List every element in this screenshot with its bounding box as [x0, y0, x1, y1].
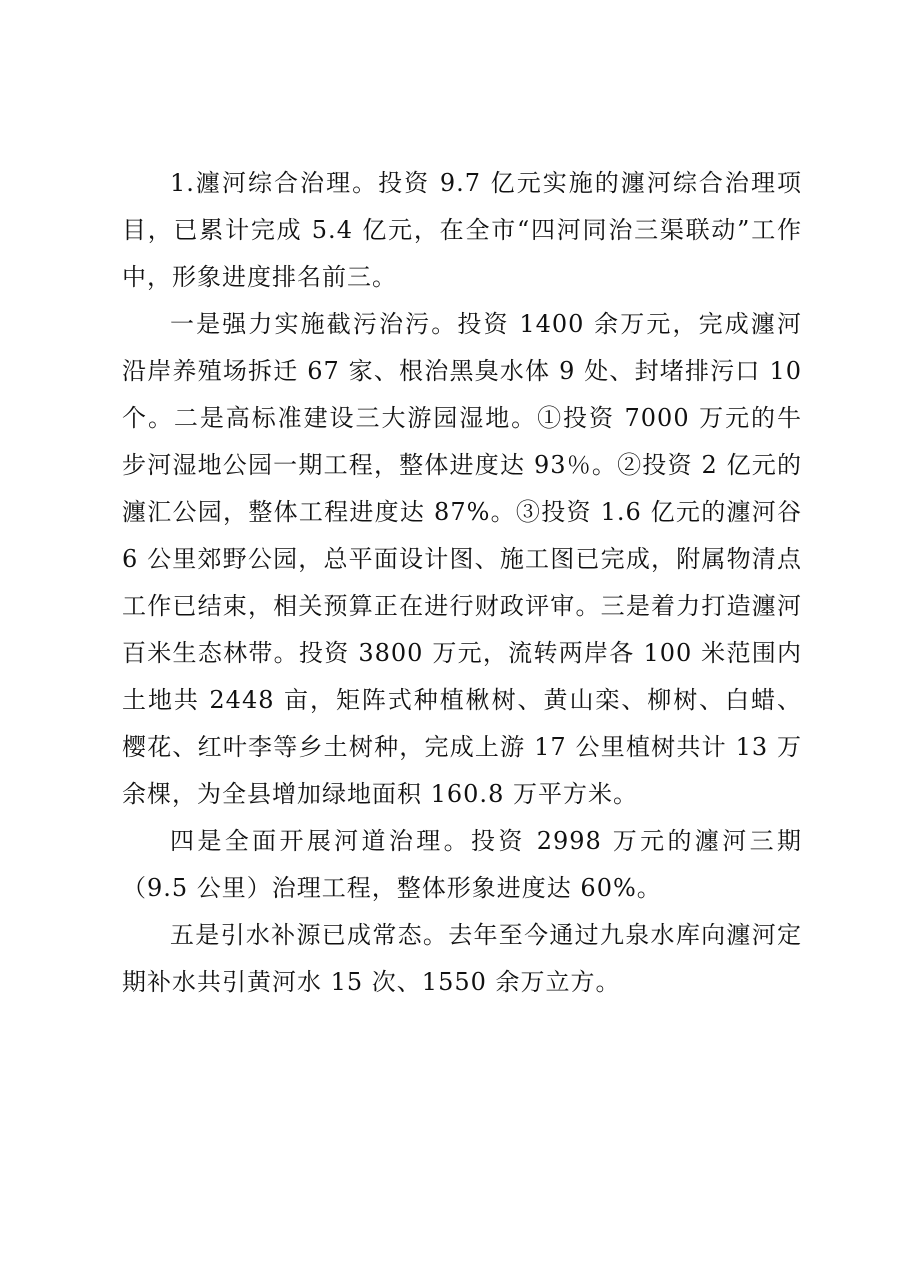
paragraph-sewage-wetlands-forest: 一是强力实施截污治污。投资 1400 余万元，完成瀍河沿岸养殖场拆迁 67 家、根治黑臭水体 9 处、封堵排污口 10 个。二是高标准建设三大游园湿地。①投资 7000 万元的牛步河湿地公园一期工程，整体进度达 93％。②投资 2 亿元的瀍汇公园，整体工程进度达 87%。③投资 1.6 亿元的瀍河谷 6 公里郊野公园，总平面设计图、施工图已完成，附属物清点工作已结束，相关预算正在进行财政评审。三是着力打造瀍河百米生态林带。投资 3800 万元，流转两岸各 100 米范围内土地共 2448 亩，矩阵式种植楸树、黄山栾、柳树、白蜡、樱花、红叶李等乡土树种，完成上游 17 公里植树共计 13 万余棵，为全县增加绿地面积 160.8 万平方米。	[122, 310, 802, 808]
paragraph-overview: 1.瀍河综合治理。投资 9.7 亿元实施的瀍河综合治理项目，已累计完成 5.4 亿元，在全市“四河同治三渠联动”工作中，形象进度排名前三。	[122, 169, 802, 291]
paragraph-river-channel: 四是全面开展河道治理。投资 2998 万元的瀍河三期（9.5 公里）治理工程，整体形象进度达 60%。	[122, 827, 802, 902]
document-body	[122, 160, 802, 1006]
paragraph-water-supply: 五是引水补源已成常态。去年至今通过九泉水库向瀍河定期补水共引黄河水 15 次、1550 余万立方。	[122, 921, 802, 996]
